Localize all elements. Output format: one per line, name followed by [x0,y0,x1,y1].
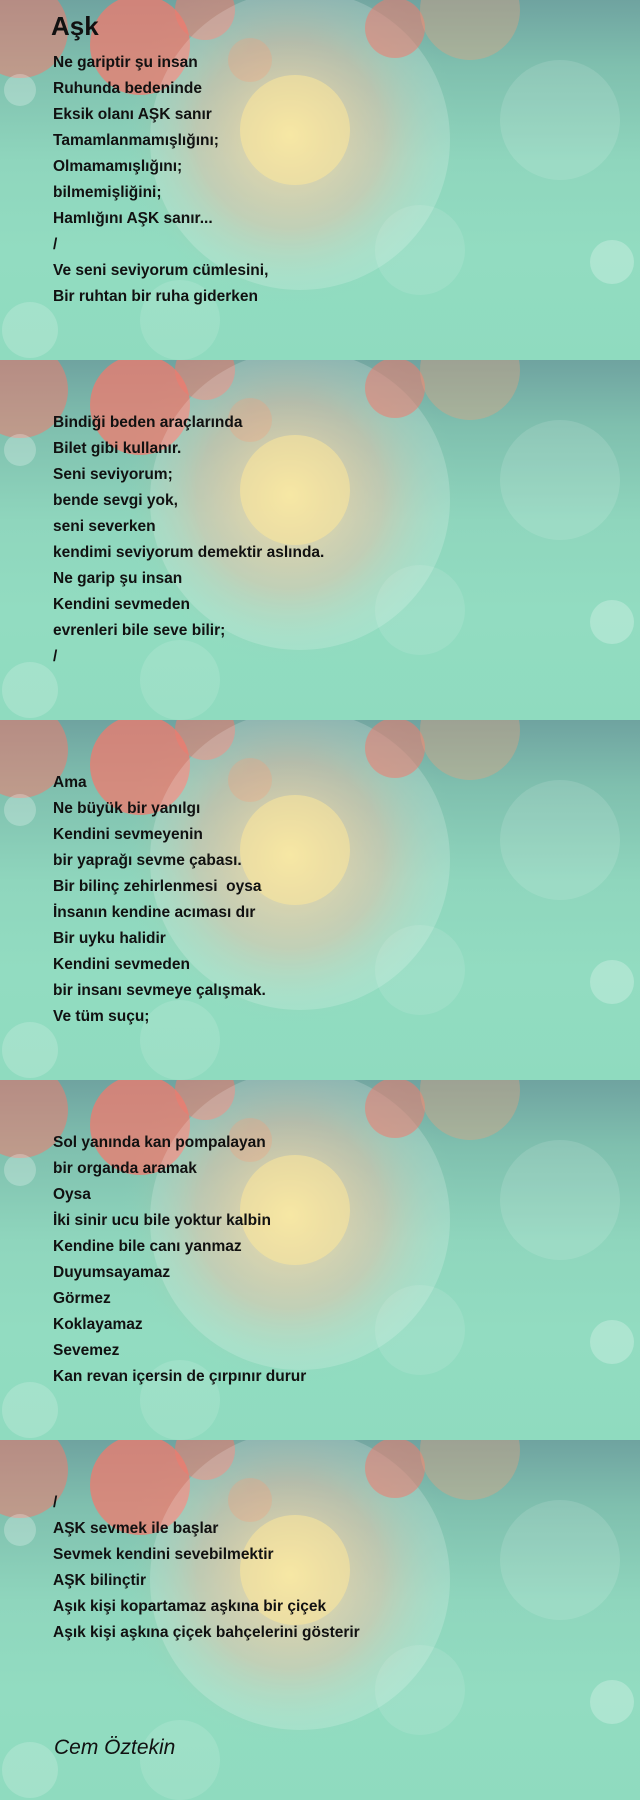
stanza-panel-2 [0,360,640,720]
poem-line: Duyumsayamaz [53,1264,171,1281]
poem-line: Ve tüm suçu; [53,1008,150,1025]
bokeh-circle [375,205,465,295]
stanza-4 [53,1130,306,1390]
poem-line: / [53,236,58,253]
bokeh-circle [4,434,36,466]
poem-line: Kendine bile canı yanmaz [53,1238,242,1255]
poem-line: Bilet gibi kullanır. [53,440,182,457]
poem-line: Bir bilinç zehirlenmesi oysa [53,878,262,895]
bokeh-circle [4,74,36,106]
poem-line: Görmez [53,1290,111,1307]
poem-line: Ne garip şu insan [53,570,183,587]
poem-line: Koklayamaz [53,1316,143,1333]
stanza-panel-1 [0,0,640,360]
poem-line: Ne gariptir şu insan [53,54,198,71]
poem-line: İnsanın kendine acıması dır [53,904,256,921]
poem-line: Sevemez [53,1342,120,1359]
bokeh-circle [2,302,58,358]
poem-line: Ne büyük bir yanılgı [53,800,201,817]
bokeh-circle [140,1720,220,1800]
poem-line: / [53,1494,58,1511]
poem-line: Ve seni seviyorum cümlesini, [53,262,269,279]
poem-line: Hamlığını AŞK sanır... [53,210,213,227]
bokeh-circle [500,1140,620,1260]
poem-line: Kendini sevmeyenin [53,826,203,843]
poem-line: bir yaprağı sevme çabası. [53,852,242,869]
poem-line: seni severken [53,518,156,535]
bokeh-circle [375,1645,465,1735]
poem-line: İki sinir ucu bile yoktur kalbin [53,1212,271,1229]
bokeh-circle [2,1742,58,1798]
bokeh-circle [375,565,465,655]
bokeh-circle [365,1440,425,1498]
poem-line: Kendini sevmeden [53,956,190,973]
poem-line: bilmemişliğini; [53,184,162,201]
stanza-panel-4 [0,1080,640,1440]
poem-author: Cem Öztekin [54,1736,176,1759]
bokeh-circle [500,420,620,540]
bokeh-circle [590,240,634,284]
bokeh-circle [365,0,425,58]
poem-line: Tamamlanmamışlığını; [53,132,219,149]
stanza-1 [53,50,268,310]
bokeh-circle [375,1285,465,1375]
poem-line: Kan revan içersin de çırpınır durur [53,1368,307,1385]
bokeh-circle [4,1514,36,1546]
bokeh-circle [2,1022,58,1078]
bokeh-circle [365,1080,425,1138]
bokeh-circle [500,1500,620,1620]
poem-line: Bindiği beden araçlarında [53,414,243,431]
poem-line: Olmamamışlığını; [53,158,183,175]
poem-line: AŞK sevmek ile başlar [53,1520,219,1537]
bokeh-circle [375,925,465,1015]
bokeh-circle [2,1382,58,1438]
bokeh-circle [500,60,620,180]
poem-line: Ama [53,774,87,791]
poem-line: Bir ruhtan bir ruha giderken [53,288,258,305]
poem-line: / [53,648,58,665]
bokeh-circle [2,662,58,718]
bokeh-circle [4,1154,36,1186]
poem-title: Aşk [51,11,99,41]
poem-line: AŞK bilinçtir [53,1572,147,1589]
bokeh-circle [590,1320,634,1364]
poem-line: Oysa [53,1186,91,1203]
poem-line: evrenleri bile seve bilir; [53,622,226,639]
poem-line: kendimi seviyorum demektir aslında. [53,544,325,561]
poem-line: Aşık kişi aşkına çiçek bahçelerini gösterir [53,1624,360,1641]
stanza-2 [53,410,324,670]
stanza-5 [53,1490,360,1646]
poem-line: Sevmek kendini sevebilmektir [53,1546,274,1563]
bokeh-circle [590,600,634,644]
poem-line: Kendini sevmeden [53,596,190,613]
bokeh-circle [500,780,620,900]
poem-line: Ruhunda bedeninde [53,80,202,97]
poem-line: Seni seviyorum; [53,466,173,483]
poem-line: Bir uyku halidir [53,930,166,947]
poem-line: Sol yanında kan pompalayan [53,1134,266,1151]
bokeh-circle [590,1680,634,1724]
bokeh-circle [4,794,36,826]
bokeh-circle [590,960,634,1004]
poem-line: Eksik olanı AŞK sanır [53,106,212,123]
stanza-3 [53,770,266,1030]
poem-line: bir organda aramak [53,1160,197,1177]
poem-line: bir insanı sevmeye çalışmak. [53,982,266,999]
poem-line: bende sevgi yok, [53,492,178,509]
stanza-panel-3 [0,720,640,1080]
poem-line: Aşık kişi kopartamaz aşkına bir çiçek [53,1598,327,1615]
bokeh-circle [365,360,425,418]
bokeh-circle [365,720,425,778]
